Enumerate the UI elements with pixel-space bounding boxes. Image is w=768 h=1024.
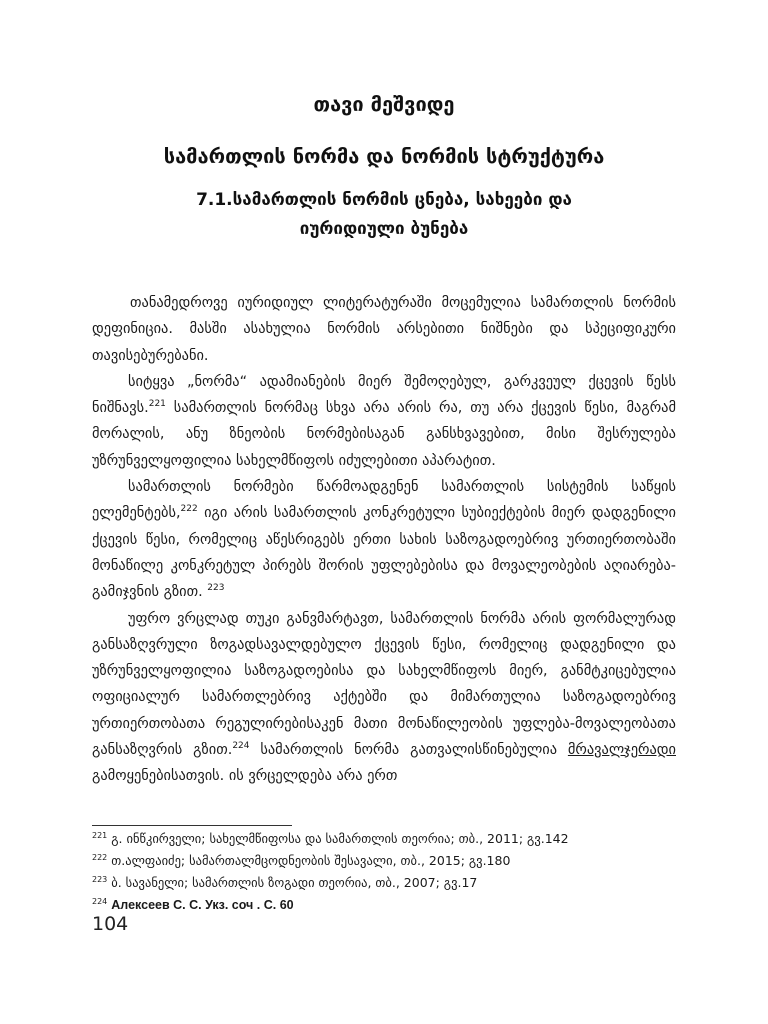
footnote-ref-223[interactable]: 223 (207, 583, 225, 594)
footnote-ref-222[interactable]: 222 (180, 504, 198, 515)
paragraph-2 (92, 369, 676, 474)
paragraph-4-text-a: უფრო ვრცლად თუკი განვმარტავთ, სამართლის ნორმა არის ფორმალურად განსაზღვრული ზოგადსავალდებულო ქცევის წესი, რომელიც დადგენილი და უზრუნველყოფილია საზოგადოებისა და სახელმწიფოს მიერ, განმტკიცებულია ოფიციალურ სამართლებრივ აქტებში და მიმართულია საზოგადოებრივ ურთიერთობათა რეგულირებისაკენ მათი მონაწილეობის უფლება-მოვალეობათა განსაზღვრის გზით. (92, 610, 676, 759)
paragraph-4-text-b: სამართლის ნორმა გათვალისწინებულია (249, 742, 568, 759)
paragraph-4-text-c: გამოყენებისათვის. ის ვრცელდება არა ერთ (92, 768, 398, 785)
paragraph-1 (92, 290, 676, 369)
paragraph-1-text: თანამედროვე იურიდიულ ლიტერატურაში მოცემულია სამართლის ნორმის დეფინიცია. მასში ასახულია ნორმის არსებითი ნიშნები და სპეციფიკური თავისებურებანი. (92, 295, 676, 364)
body-text (92, 290, 676, 790)
paragraph-2-text-a: სიტყვა „ნორმა“ ადამიანების მიერ შემოღებულ, გარკვეულ ქცევის წესს ნიშნავს. (92, 373, 676, 417)
footnote-text: თ.ალფაიძე; სამართალმცოდნეობის შესავალი, თბ., 2015; გვ.180 (111, 853, 511, 868)
footnote-ref-221[interactable]: 221 (148, 399, 166, 410)
footnote-text: გ. ინწკირველი; სახელმწიფოსა და სამართლის თეორია; თბ., 2011; გვ.142 (111, 831, 569, 846)
page-number: 104 (92, 913, 129, 935)
chapter-title: სამართლის ნორმა და ნორმის სტრუქტურა (163, 144, 605, 168)
footnote-222 (92, 850, 692, 872)
underlined-word: მრავალჯერადი (567, 742, 676, 759)
footnote-224 (92, 894, 692, 916)
footnote-223 (92, 872, 692, 894)
footnote-number: 223 (92, 875, 108, 884)
footnote-number: 222 (92, 853, 108, 862)
footnote-ref-224[interactable]: 224 (232, 741, 250, 752)
section-heading-line2: იურიდიული ბუნება (299, 219, 469, 239)
paragraph-4 (92, 606, 676, 790)
paragraph-3 (92, 474, 676, 605)
footnote-text: Алексеев С. С. Укз. соч . С. 60 (111, 898, 294, 912)
footnote-text: ბ. სავანელი; სამართლის ზოგადი თეორია, თბ., 2007; გვ.17 (111, 875, 478, 890)
footnote-number: 224 (92, 897, 108, 906)
paragraph-2-text-b: სამართლის ნორმაც სხვა არა არის რა, თუ არა ქცევის წესი, მაგრამ მორალის, ანუ ზნეობის ნორმებისაგან განსხვავებით, მისი შესრულება უზრუნველყოფილია სახელმწიფოს იძულებითი აპარატით. (92, 400, 676, 469)
footnote-number: 221 (92, 831, 108, 840)
paragraph-3-text-a: სამართლის ნორმები წარმოადგენენ სამართლის სისტემის საწყის ელემენტებს, (92, 479, 676, 522)
footnote-divider (92, 825, 292, 826)
chapter-heading: თავი მეშვიდე (313, 92, 455, 116)
paragraph-3-text-b: იგი არის სამართლის კონკრეტული სუბიექტების მიერ დადგენილი ქცევის წესი, რომელიც აწესრიგებს ერთი სახის საზოგადოებრივ ურთიერთობაში მონაწილე კონკრეტულ პირებს შორის უფლებებისა და მოვალეობების აღიარება-გამიჯვნის გზით. (92, 505, 676, 601)
section-heading-line1: 7.1.სამართლის ნორმის ცნება, სახეები და (196, 190, 572, 210)
footnote-221 (92, 828, 692, 850)
